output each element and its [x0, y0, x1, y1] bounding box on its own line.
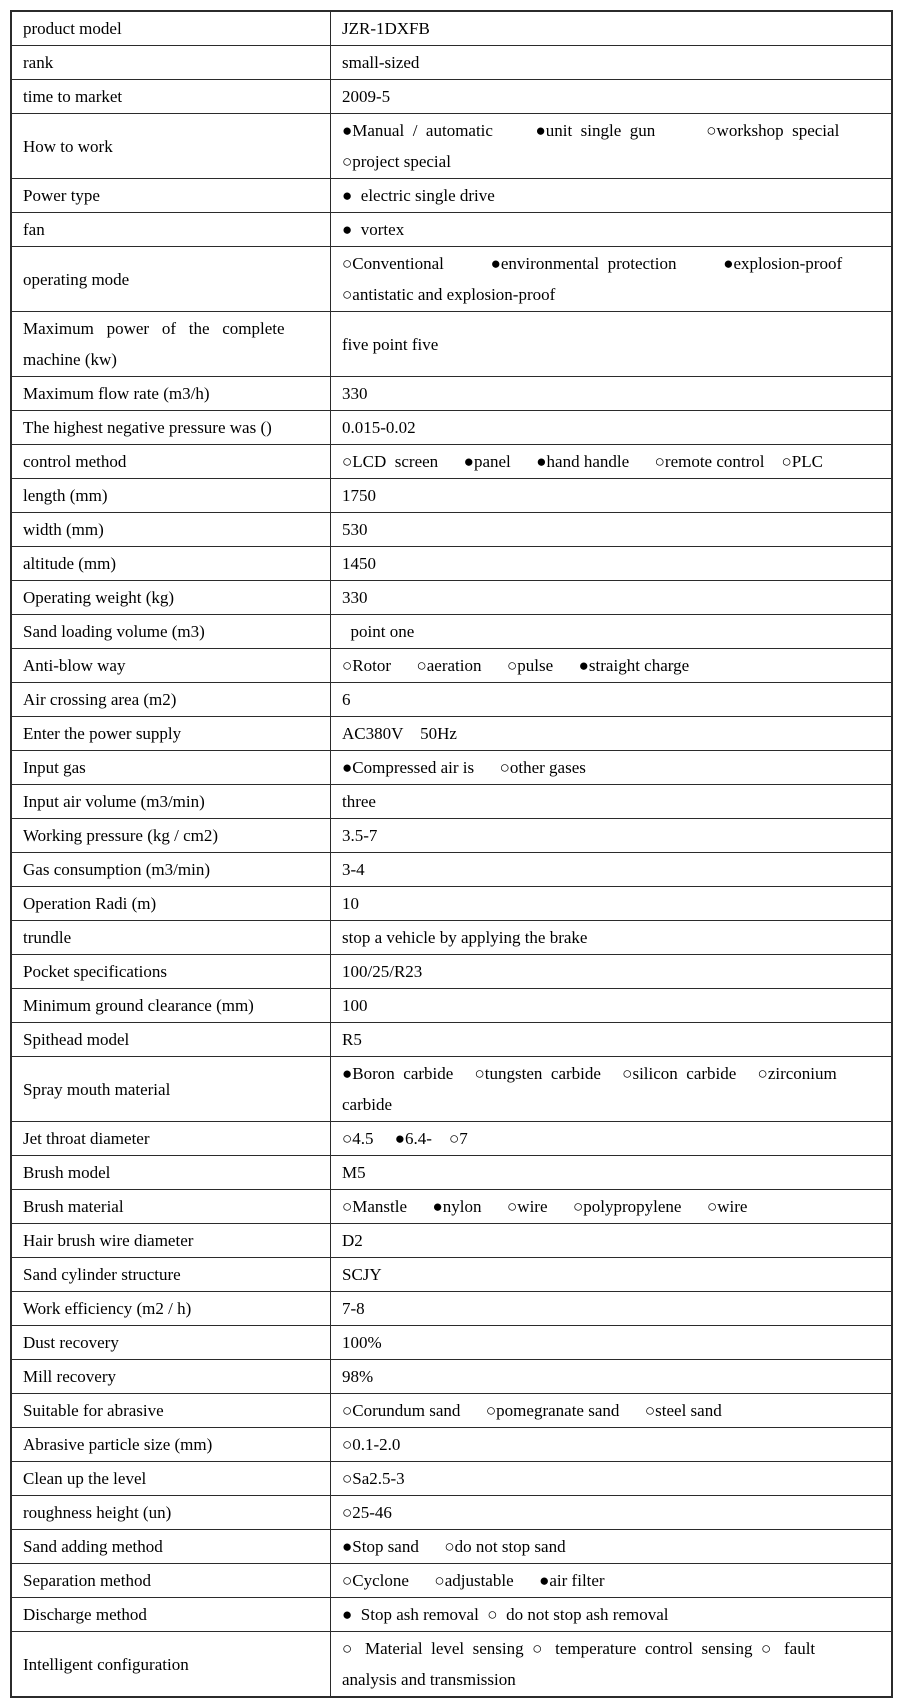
spec-value-cell [330, 751, 891, 784]
spec-label-text: Input air volume (m3/min) [23, 792, 205, 811]
spec-value-text: 1450 [342, 554, 376, 573]
spec-label-cell [12, 1057, 330, 1121]
spec-label-text: Discharge method [23, 1605, 147, 1624]
spec-value-text: ○0.1-2.0 [342, 1435, 401, 1454]
table-row [12, 312, 891, 377]
table-row [12, 853, 891, 887]
spec-label-text: Air crossing area (m2) [23, 690, 177, 709]
spec-label-text: Enter the power supply [23, 724, 182, 743]
spec-value-cell [330, 955, 891, 988]
spec-label-text: Operating weight (kg) [23, 588, 175, 607]
spec-value-text: ●Stop sand ○do not stop sand [342, 1537, 566, 1556]
table-row [12, 479, 891, 513]
spec-label-text: width (mm) [23, 520, 104, 539]
spec-label-text: Jet throat diameter [23, 1129, 150, 1148]
table-row [12, 649, 891, 683]
spec-value-cell [330, 1156, 891, 1189]
table-row [12, 1428, 891, 1462]
spec-label-cell [12, 1394, 330, 1427]
spec-label-cell [12, 12, 330, 45]
table-row [12, 1530, 891, 1564]
spec-label-text: Separation method [23, 1571, 151, 1590]
spec-value-text: 1750 [342, 486, 376, 505]
spec-value-text: 330 [342, 588, 368, 607]
table-row [12, 1598, 891, 1632]
spec-label-cell [12, 547, 330, 580]
spec-value-cell [330, 513, 891, 546]
spec-value-cell [330, 1122, 891, 1155]
spec-label-cell [12, 581, 330, 614]
table-row [12, 547, 891, 581]
spec-value-cell [330, 717, 891, 750]
spec-label-text: Suitable for abrasive [23, 1401, 164, 1420]
spec-label-text: Clean up the level [23, 1469, 147, 1488]
spec-value-cell [330, 989, 891, 1022]
table-row [12, 1564, 891, 1598]
spec-label-text: roughness height (un) [23, 1503, 172, 1522]
spec-label-cell [12, 717, 330, 750]
spec-value-text: ○4.5 ●6.4- ○7 [342, 1129, 468, 1148]
spec-value-cell [330, 683, 891, 716]
spec-value-text: stop a vehicle by applying the brake [342, 928, 588, 947]
spec-label-text: Dust recovery [23, 1333, 119, 1352]
spec-label-cell [12, 1258, 330, 1291]
spec-value-cell [330, 114, 891, 178]
spec-value-text: M5 [342, 1163, 366, 1182]
spec-label-text: Sand adding method [23, 1537, 163, 1556]
table-row [12, 717, 891, 751]
spec-label-cell [12, 1496, 330, 1529]
table-row [12, 213, 891, 247]
spec-label-text: Work efficiency (m2 / h) [23, 1299, 192, 1318]
table-row [12, 1023, 891, 1057]
spec-value-cell [330, 581, 891, 614]
spec-value-text: 100/25/R23 [342, 962, 423, 981]
spec-label-cell [12, 1428, 330, 1461]
table-row [12, 1462, 891, 1496]
spec-value-cell [330, 411, 891, 444]
table-row [12, 80, 891, 114]
spec-value-cell [330, 853, 891, 886]
spec-label-text: Abrasive particle size (mm) [23, 1435, 213, 1454]
spec-value-text: AC380V 50Hz [342, 724, 457, 743]
spec-label-text: Working pressure (kg / cm2) [23, 826, 219, 845]
spec-value-cell [330, 1023, 891, 1056]
spec-label-text: Pocket specifications [23, 962, 167, 981]
spec-value-cell [330, 1292, 891, 1325]
table-row [12, 1258, 891, 1292]
spec-label-cell [12, 513, 330, 546]
spec-value-cell [330, 1530, 891, 1563]
spec-value-cell [330, 547, 891, 580]
spec-label-text: Minimum ground clearance (mm) [23, 996, 254, 1015]
spec-label-cell [12, 1530, 330, 1563]
table-row [12, 1122, 891, 1156]
spec-value-cell [330, 887, 891, 920]
table-row [12, 1496, 891, 1530]
spec-label-text: Maximum power of the complete [23, 319, 285, 338]
table-row [12, 819, 891, 853]
spec-value-text: small-sized [342, 53, 420, 72]
spec-value-cell [330, 1326, 891, 1359]
spec-value-cell [330, 1462, 891, 1495]
table-row [12, 785, 891, 819]
spec-value-cell [330, 1598, 891, 1631]
spec-value-cell [330, 46, 891, 79]
table-row [12, 377, 891, 411]
spec-value-cell [330, 1564, 891, 1597]
spec-label-cell [12, 114, 330, 178]
spec-value-text: ○ Material level sensing ○ temperature control sensing ○ fault [342, 1639, 816, 1658]
spec-value-text: carbide [342, 1095, 393, 1114]
spec-value-cell [330, 179, 891, 212]
spec-label-text: Sand cylinder structure [23, 1265, 181, 1284]
spec-label-cell [12, 1023, 330, 1056]
spec-value-text: 0.015-0.02 [342, 418, 416, 437]
table-row [12, 114, 891, 179]
spec-value-text: R5 [342, 1030, 362, 1049]
spec-label-text: rank [23, 53, 54, 72]
spec-label-cell [12, 1292, 330, 1325]
spec-label-text: time to market [23, 87, 123, 106]
spec-label-cell [12, 955, 330, 988]
spec-value-cell [330, 819, 891, 852]
table-row [12, 445, 891, 479]
spec-label-text: The highest negative pressure was () [23, 418, 272, 437]
spec-value-cell [330, 479, 891, 512]
spec-value-cell [330, 1394, 891, 1427]
spec-value-cell [330, 377, 891, 410]
spec-value-text: ○LCD screen ●panel ●hand handle ○remote control ○PLC [342, 452, 823, 471]
spec-value-cell [330, 12, 891, 45]
spec-label-cell [12, 649, 330, 682]
spec-label-cell [12, 1564, 330, 1597]
spec-label-text: Maximum flow rate (m3/h) [23, 384, 210, 403]
spec-value-text: 10 [342, 894, 359, 913]
spec-value-text: 7-8 [342, 1299, 365, 1318]
spec-value-cell [330, 1496, 891, 1529]
spec-value-text: ○25-46 [342, 1503, 392, 1522]
spec-value-text: 530 [342, 520, 368, 539]
spec-label-text: Anti-blow way [23, 656, 126, 675]
spec-label-cell [12, 683, 330, 716]
spec-label-text: Spray mouth material [23, 1079, 171, 1099]
spec-label-cell [12, 751, 330, 784]
table-row [12, 921, 891, 955]
spec-value-text: 6 [342, 690, 351, 709]
table-row [12, 1360, 891, 1394]
table-row [12, 1326, 891, 1360]
spec-label-text: Power type [23, 186, 100, 205]
spec-value-text: 3.5-7 [342, 826, 378, 845]
spec-label-text: Brush material [23, 1197, 124, 1216]
table-row [12, 1224, 891, 1258]
spec-value-text: 100% [342, 1333, 382, 1352]
spec-label-text: Mill recovery [23, 1367, 116, 1386]
spec-label-cell [12, 312, 330, 376]
spec-label-cell [12, 1224, 330, 1257]
spec-label-cell [12, 853, 330, 886]
spec-label-text: Brush model [23, 1163, 111, 1182]
spec-value-text: ○Cyclone ○adjustable ●air filter [342, 1571, 605, 1590]
table-row [12, 887, 891, 921]
spec-value-cell [330, 1428, 891, 1461]
spec-label-cell [12, 1598, 330, 1631]
spec-value-text: ●Boron carbide ○tungsten carbide ○silicon carbide ○zirconium [342, 1064, 837, 1083]
table-row [12, 683, 891, 717]
spec-value-cell [330, 1258, 891, 1291]
table-row [12, 989, 891, 1023]
spec-value-cell [330, 1632, 891, 1696]
spec-value-text: analysis and transmission [342, 1670, 516, 1689]
spec-label-cell [12, 445, 330, 478]
spec-label-cell [12, 1632, 330, 1696]
spec-label-text: Operation Radi (m) [23, 894, 157, 913]
table-row [12, 1292, 891, 1326]
spec-label-cell [12, 887, 330, 920]
spec-label-cell [12, 1156, 330, 1189]
table-row [12, 1057, 891, 1122]
spec-label-cell [12, 819, 330, 852]
spec-label-text: altitude (mm) [23, 554, 117, 573]
spec-label-text: Input gas [23, 758, 86, 777]
table-row [12, 411, 891, 445]
spec-label-cell [12, 1190, 330, 1223]
spec-value-text: point one [342, 622, 415, 641]
spec-value-text: ○project special [342, 152, 451, 171]
spec-value-cell [330, 445, 891, 478]
table-row [12, 751, 891, 785]
table-row [12, 513, 891, 547]
spec-label-text: control method [23, 452, 127, 471]
spec-value-text: JZR-1DXFB [342, 19, 430, 38]
spec-label-cell [12, 1462, 330, 1495]
table-row [12, 1190, 891, 1224]
spec-value-text: ○antistatic and explosion-proof [342, 285, 556, 304]
spec-value-cell [330, 1360, 891, 1393]
spec-value-text: ● electric single drive [342, 186, 495, 205]
spec-value-cell [330, 649, 891, 682]
spec-label-cell [12, 179, 330, 212]
spec-value-cell [330, 1224, 891, 1257]
table-row [12, 1394, 891, 1428]
table-row [12, 615, 891, 649]
spec-value-text: SCJY [342, 1265, 382, 1284]
spec-value-text: ● Stop ash removal ○ do not stop ash removal [342, 1605, 669, 1624]
spec-value-cell [330, 247, 891, 311]
table-row [12, 46, 891, 80]
spec-label-text: How to work [23, 136, 113, 156]
spec-value-cell [330, 1057, 891, 1121]
spec-value-cell [330, 615, 891, 648]
spec-label-text: fan [23, 220, 45, 239]
table-row [12, 12, 891, 46]
spec-value-text: ●Compressed air is ○other gases [342, 758, 586, 777]
spec-value-cell [330, 921, 891, 954]
spec-value-text: 2009-5 [342, 87, 391, 106]
spec-value-text: 330 [342, 384, 368, 403]
spec-table [10, 10, 893, 1698]
spec-label-cell [12, 921, 330, 954]
spec-label-text: trundle [23, 928, 72, 947]
spec-value-text: three [342, 792, 376, 811]
spec-value-text: 98% [342, 1367, 374, 1386]
spec-label-cell [12, 615, 330, 648]
table-row [12, 179, 891, 213]
spec-value-text: ●Manual / automatic ●unit single gun ○workshop special [342, 121, 840, 140]
spec-label-text: operating mode [23, 269, 130, 289]
spec-value-cell [330, 80, 891, 113]
spec-label-cell [12, 479, 330, 512]
table-row [12, 1632, 891, 1696]
spec-value-text: five point five [342, 334, 439, 354]
spec-value-cell [330, 213, 891, 246]
spec-value-text: 100 [342, 996, 368, 1015]
table-row [12, 581, 891, 615]
spec-label-cell [12, 377, 330, 410]
spec-label-text: product model [23, 19, 122, 38]
table-row [12, 1156, 891, 1190]
spec-label-cell [12, 80, 330, 113]
table-row [12, 247, 891, 312]
spec-value-text: D2 [342, 1231, 363, 1250]
spec-value-text: ○Manstle ●nylon ○wire ○polypropylene ○wire [342, 1197, 748, 1216]
spec-label-text: Spithead model [23, 1030, 130, 1049]
spec-value-text: 3-4 [342, 860, 365, 879]
spec-label-text: Sand loading volume (m3) [23, 622, 205, 641]
spec-value-cell [330, 785, 891, 818]
spec-value-text: ○Corundum sand ○pomegranate sand ○steel sand [342, 1401, 722, 1420]
spec-label-cell [12, 785, 330, 818]
spec-label-cell [12, 1326, 330, 1359]
spec-value-cell [330, 1190, 891, 1223]
spec-label-cell [12, 1360, 330, 1393]
spec-label-text: Gas consumption (m3/min) [23, 860, 210, 879]
spec-label-cell [12, 989, 330, 1022]
spec-label-text: Intelligent configuration [23, 1654, 189, 1674]
spec-label-text: length (mm) [23, 486, 108, 505]
spec-value-text: ○Sa2.5-3 [342, 1469, 405, 1488]
spec-label-text: Hair brush wire diameter [23, 1231, 194, 1250]
spec-value-text: ○Conventional ●environmental protection ●explosion-proof [342, 254, 843, 273]
spec-label-text: machine (kw) [23, 350, 117, 369]
spec-value-text: ○Rotor ○aeration ○pulse ●straight charge [342, 656, 690, 675]
spec-label-cell [12, 46, 330, 79]
spec-label-cell [12, 1122, 330, 1155]
spec-value-text: ● vortex [342, 220, 405, 239]
table-row [12, 955, 891, 989]
spec-label-cell [12, 213, 330, 246]
spec-label-cell [12, 247, 330, 311]
spec-value-cell [330, 312, 891, 376]
spec-label-cell [12, 411, 330, 444]
